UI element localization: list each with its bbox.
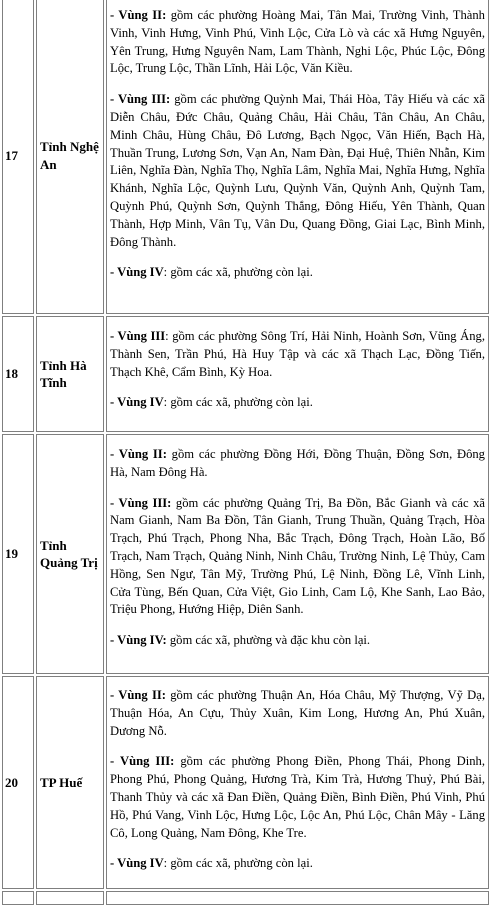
zone-label: - Vùng III: — [110, 754, 175, 769]
zone-label: - Vùng IV — [110, 856, 164, 871]
zone-text: gồm các phường Đồng Hới, Đồng Thuận, Đồng Sơn, Đông Hà, Nam Đông Hà. — [110, 447, 485, 479]
zone-description — [106, 316, 489, 432]
table-row — [2, 676, 489, 889]
zone-text: : gồm các xã, phường còn lại. — [163, 395, 313, 410]
table-row — [2, 434, 489, 674]
zone-description — [106, 0, 489, 314]
province-name: Tỉnh Quảng Trị — [36, 434, 104, 674]
zone-text: : gồm các xã, phường còn lại. — [163, 265, 313, 280]
province-name: Tỉnh Hà Tĩnh — [36, 316, 104, 432]
zone-description-cell — [106, 891, 489, 905]
zone-entry — [110, 328, 485, 381]
row-number: 20 — [2, 676, 34, 889]
zone-entry — [110, 446, 485, 482]
table-row — [2, 0, 489, 314]
row-number: 18 — [2, 316, 34, 432]
zone-label: - Vùng II: — [110, 8, 167, 22]
row-number-cell — [2, 891, 34, 905]
zone-entry — [110, 264, 485, 282]
zone-label: - Vùng IV — [110, 395, 164, 410]
zone-entry — [110, 632, 485, 650]
zone-entry — [110, 394, 485, 412]
zone-label: - Vùng III — [110, 329, 166, 343]
province-cell — [36, 891, 104, 905]
zone-text: : gồm các xã, phường còn lại. — [163, 856, 313, 871]
zone-label: - Vùng IV: — [110, 633, 167, 648]
zone-label: - Vùng II: — [110, 447, 167, 461]
zone-text: gồm các xã, phường và đặc khu còn lại. — [166, 633, 371, 648]
zone-entry — [110, 687, 485, 740]
row-number: 17 — [2, 0, 34, 314]
zone-description — [106, 676, 489, 889]
zone-entry — [110, 495, 485, 620]
province-name: TP Huế — [36, 676, 104, 889]
zone-entry — [110, 855, 485, 873]
zone-entry — [110, 7, 485, 78]
zone-label: - Vùng IV — [110, 265, 164, 280]
table-row — [2, 316, 489, 432]
zone-text: gồm các phường Hoàng Mai, Tân Mai, Trường Vinh, Thành Vinh, Vinh Hưng, Vinh Phú, Vinh Lộc, Cửa Lò và các xã Hưng Nguyên, Yên Trung, Hưng Nguyên Nam, Lam Thành, Nghi Lộc, Phúc Lộc, Đông Lộc, Trung Lộc, Thần Lĩnh, Hải Lộc, Văn Kiều. — [110, 8, 485, 76]
zone-text: gồm các phường Thuận An, Hóa Châu, Mỹ Thượng, Vỹ Dạ, Thuận Hóa, An Cựu, Thủy Xuân, Kim Long, Hương An, Phú Xuân, Dương Nỗ. — [110, 688, 485, 738]
province-name: Tỉnh Nghệ An — [36, 0, 104, 314]
table-row-partial — [2, 891, 489, 905]
row-number: 19 — [2, 434, 34, 674]
zone-text: : gồm các phường Sông Trí, Hải Ninh, Hoành Sơn, Vũng Áng, Thành Sen, Trần Phú, Hà Huy Tập và các xã Thạch Lạc, Đồng Tiến, Thạch Khê, Cẩm Bình, Kỳ Hoa. — [110, 329, 485, 379]
zone-entry — [110, 753, 485, 842]
zone-entry — [110, 91, 485, 251]
zone-text: gồm các phường Phong Điền, Phong Thái, Phong Dinh, Phong Phú, Phong Quảng, Hương Trà, Kim Trà, Hương Thuỷ, Phú Bài, Thanh Thủy và các xã Đan Điền, Quảng Điền, Bình Điền, Phú Vinh, Phú Hồ, Phú Vang, Vinh Lộc, Hưng Lộc, Lộc An, Phú Lộc, Chân Mây - Lăng Cô, Long Quảng, Nam Đông, Khe Tre. — [110, 754, 485, 840]
zone-text: gồm các phường Quảng Trị, Ba Đồn, Bắc Gianh và các xã Nam Gianh, Nam Ba Đồn, Tân Gianh, Trung Thuần, Quảng Trạch, Hòa Trạch, Phú Trạch, Phong Nha, Bắc Trạch, Đông Trạch, Hoàn Lão, Bố Trạch, Nam Trạch, Quảng Ninh, Ninh Châu, Trường Ninh, Lệ Thủy, Cam Hồng, Sen Ngư, Tân Mỹ, Trường Phú, Lệ Ninh, Đồng Lê, Vĩnh Linh, Cửa Tùng, Bến Quan, Cửa Việt, Gio Linh, Cam Lộ, Khe Sanh, Lao Bảo, Triệu Phong, Hướng Hiệp, Diên Sanh. — [110, 495, 486, 617]
zone-text: gồm các phường Quỳnh Mai, Thái Hòa, Tây Hiếu và các xã Diễn Châu, Đức Châu, Quảng Châu, Hải Châu, Tân Châu, An Châu, Minh Châu, Hùng Châu, Đô Lương, Bạch Ngọc, Văn Hiến, Bạch Hà, Thuần Trung, Lương Sơn, Vạn An, Nam Đàn, Đại Huệ, Thiên Nhẫn, Kim Liên, Nghĩa Đàn, Nghĩa Thọ, Nghĩa Lâm, Nghĩa Mai, Nghĩa Hưng, Nghĩa Khánh, Nghĩa Lộc, Quỳnh Lưu, Quỳnh Văn, Quỳnh Anh, Quỳnh Tam, Quỳnh Phú, Quỳnh Sơn, Quỳnh Thắng, Đông Hiếu, Yên Thành, Quan Thành, Hợp Minh, Vân Tụ, Vân Du, Quang Đồng, Giai Lạc, Bình Minh, Đông Thành. — [110, 92, 486, 249]
zone-label: - Vùng III: — [110, 92, 171, 107]
zone-label: - Vùng II: — [110, 688, 166, 702]
zone-description — [106, 434, 489, 674]
zone-label: - Vùng III: — [110, 495, 172, 510]
